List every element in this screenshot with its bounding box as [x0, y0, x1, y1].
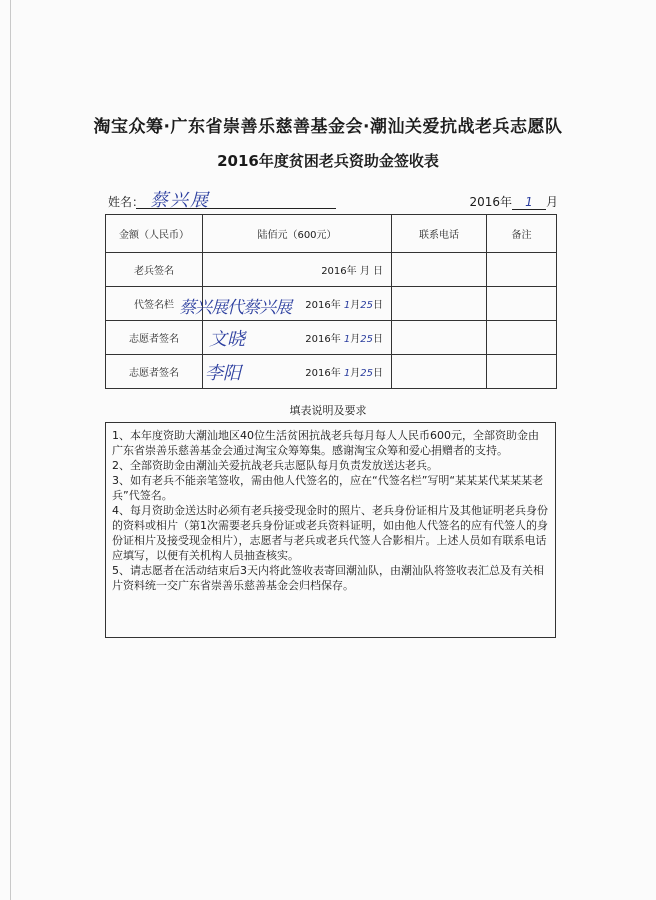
table-header-row [106, 215, 557, 253]
phone-header-cell: 联系电话 [392, 215, 487, 253]
date-year-label: 2016年 [469, 195, 512, 209]
volunteer-signature: 文晓 [209, 329, 245, 350]
instructions-box [105, 422, 556, 638]
form-title: 淘宝众筹·广东省崇善乐慈善基金会·潮汕关爱抗战老兵志愿队 [93, 117, 563, 137]
date-cell [203, 355, 392, 389]
row-label: 老兵签名 [106, 253, 203, 287]
name-handwritten: 蔡兴展 [150, 190, 210, 211]
remarks-header-cell: 备注 [487, 215, 557, 253]
instruction-item: 2、全部资助金由潮汕关爱抗战老兵志愿队每月负责发放送达老兵。 [112, 459, 438, 472]
remarks-cell [487, 355, 557, 389]
date-month-label: 月 [350, 300, 361, 311]
date-month: 1 [343, 334, 351, 345]
phone-cell [392, 287, 487, 321]
name-label: 姓名： [108, 195, 145, 209]
instruction-item: 4、每月资助金送达时必须有老兵接受现金时的照片、老兵身份证相片及其他证明老兵身份的资料或相片（第1次需要老兵身份证或老兵资料证明，如由他人代签名的应有代签人的身份证相片及接受现金相片），志愿者与老兵或老兵代签人合影相片。上述人员如有联系电话应填写，以便有关机构人员抽查核实。 [112, 504, 548, 562]
date-day: 25 [360, 334, 373, 345]
date-month: 1 [343, 300, 351, 311]
date-day-label: 日 [373, 300, 383, 311]
signature-table [105, 214, 557, 389]
form-subtitle: 2016年度贫困老兵资助金签收表 [217, 152, 439, 170]
row-label: 代签名栏 [106, 287, 203, 321]
remarks-cell [487, 321, 557, 355]
date-day: 25 [360, 300, 373, 311]
table-row [106, 287, 557, 321]
date-cell: 2016年 月 日 [203, 253, 392, 287]
volunteer-signature: 李阳 [205, 363, 241, 384]
amount-label-cell: 金额（人民币） [106, 215, 203, 253]
date-cell [179, 287, 392, 321]
remarks-cell [487, 253, 557, 287]
instructions-title: 填表说明及要求 [289, 404, 367, 417]
phone-cell [392, 253, 487, 287]
date-year: 2016年 [305, 368, 341, 379]
remarks-cell [487, 287, 557, 321]
table-row [106, 253, 557, 287]
instruction-item: 5、请志愿者在活动结束后3天内将此签收表寄回潮汕队，由潮汕队将签收表汇总及有关相片资料统一交广东省崇善乐慈善基金会归档保存。 [112, 564, 544, 592]
name-row [108, 188, 558, 212]
date-cell [203, 321, 392, 355]
row-label: 志愿者签名 [106, 321, 203, 355]
date-day-label: 日 [373, 334, 383, 345]
row-label: 志愿者签名 [106, 355, 203, 389]
date-month-label: 月 [545, 195, 558, 209]
date-day-label: 日 [373, 368, 383, 379]
form-date [469, 193, 558, 210]
date-year: 2016年 [305, 334, 341, 345]
table-row [106, 321, 557, 355]
date-year: 2016年 [305, 300, 341, 311]
amount-value-cell: 陆佰元（600元） [203, 215, 392, 253]
proxy-signature: 蔡兴展代蔡兴展 [179, 298, 291, 318]
date-month: 1 [343, 368, 351, 379]
date-month-label: 月 [350, 334, 361, 345]
date-month-value: 1 [512, 195, 546, 210]
date-month-label: 月 [350, 368, 361, 379]
table-row [106, 355, 557, 389]
phone-cell [392, 321, 487, 355]
instruction-item: 3、如有老兵不能亲笔签收，需由他人代签名的，应在“代签名栏”写明“某某某代某某某老兵”代签名。 [112, 474, 544, 502]
phone-cell [392, 355, 487, 389]
date-day: 25 [360, 368, 373, 379]
instruction-item: 1、本年度资助大潮汕地区40位生活贫困抗战老兵每月每人人民币600元，全部资助金由广东省崇善乐慈善基金会通过淘宝众筹筹集。感谢淘宝众筹和爱心捐赠者的支持。 [112, 429, 539, 457]
